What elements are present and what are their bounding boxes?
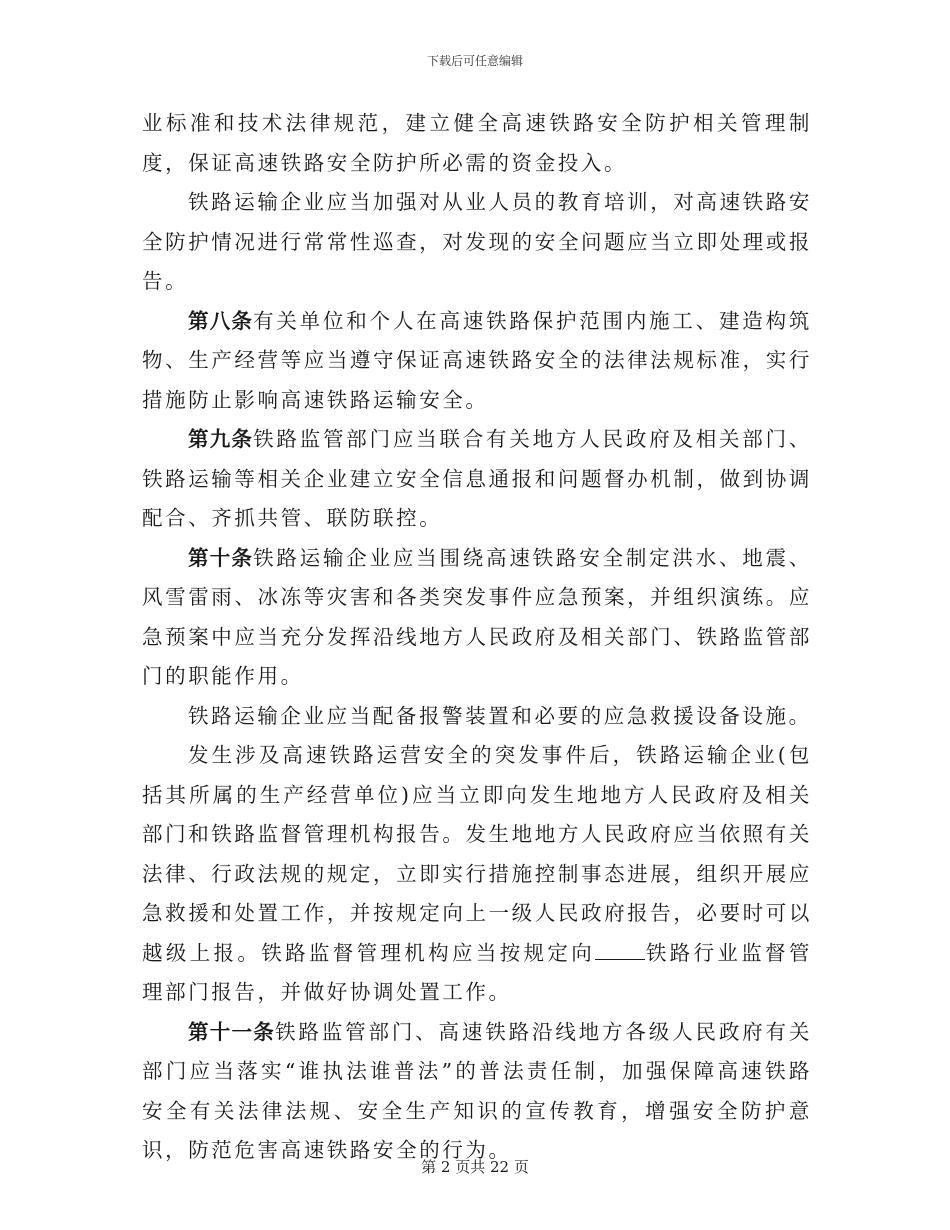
article-label: 第十条 [188,545,254,570]
paragraph-text: 业标准和技术法律规范，建立健全高速铁路安全防护相关管理制度，保证高速铁路安全防护所必需的资金投入。 [142,111,812,175]
paragraph [142,183,812,302]
article-label: 第八条 [188,308,254,333]
fill-in-blank [595,937,645,960]
paragraph-text: 铁路行业监督管理部门报告，并做好协调处置工作。 [142,940,812,1004]
article-8 [142,302,812,421]
article-label: 第九条 [188,427,254,451]
article-10 [142,539,812,697]
document-body [142,104,812,1171]
article-text: 铁路监管部门应当联合有关地方人民政府及相关部门、铁路运输等相关企业建立安全信息通报和问题督办机制，做到协调配合、齐抓共管、联防联控。 [142,427,812,530]
paragraph [142,697,812,737]
paragraph [142,736,812,1013]
article-11 [142,1013,812,1171]
paragraph-text: 铁路运输企业应当配备报警装置和必要的应急救援设备设施。 [188,703,812,728]
paragraph-text: 铁路运输企业应当加强对从业人员的教育培训，对高速铁路安全防护情况进行常常性巡查，对发现的安全问题应当立即处理或报告。 [142,190,812,293]
paragraph-continuation [142,104,812,183]
article-label: 第十一条 [188,1019,276,1044]
article-text: 铁路运输企业应当围绕高速铁路安全制定洪水、地震、风雪雷雨、冰冻等灾害和各类突发事件应急预案，并组织演练。应急预案中应当充分发挥沿线地方人民政府及相关部门、铁路监管部门的职能作用。 [142,545,812,688]
page-footer: 第 2 页共 22 页 [421,1158,529,1176]
page-header: 下载后可任意编辑 [426,54,523,68]
paragraph-text: 发生涉及高速铁路运营安全的突发事件后，铁路运输企业(包括其所属的生产经营单位)应当立即向发生地地方人民政府及相关部门和铁路监督管理机构报告。发生地地方人民政府应当依照有关法律、行政法规的规定，立即实行措施控制事态进展，组织开展应急救援和处置工作，并按规定向上一级人民政府报告，必要时可以越级上报。铁路监督管理机构应当按规定向 [142,743,812,965]
article-text: 铁路监管部门、高速铁路沿线地方各级人民政府有关部门应当落实“谁执法谁普法”的普法责任制，加强保障高速铁路安全有关法律法规、安全生产知识的宣传教育，增强安全防护意识，防范危害高速铁路安全的行为。 [142,1019,812,1162]
article-text: 有关单位和个人在高速铁路保护范围内施工、建造构筑物、生产经营等应当遵守保证高速铁路安全的法律法规标准，实行措施防止影响高速铁路运输安全。 [142,308,812,412]
article-9 [142,420,812,539]
